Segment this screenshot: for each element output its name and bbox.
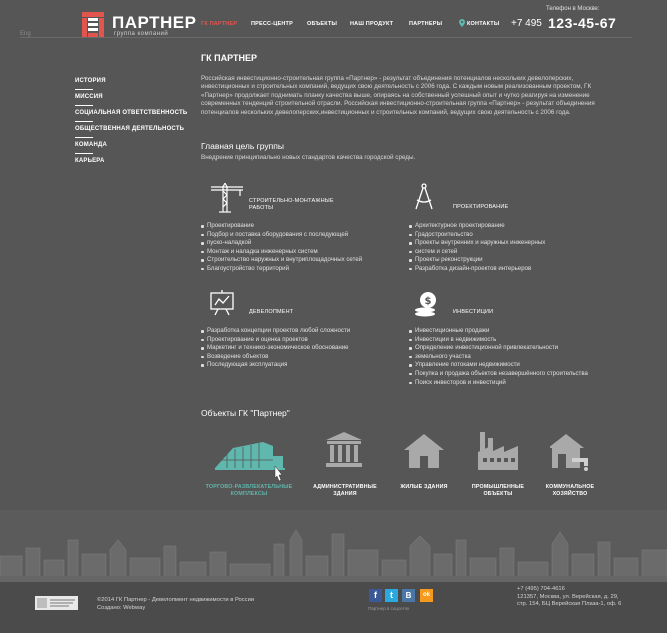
header-divider (20, 37, 632, 38)
nav-objects[interactable]: ОБЪЕКТЫ (307, 21, 338, 27)
section-title-development: ДЕВЕЛОПМЕНТ (249, 309, 294, 315)
logo-title[interactable]: ПАРТНЕР (112, 13, 197, 32)
list-item: Разработка дизайн-проектов интерьеров (409, 265, 545, 274)
list-item: Монтаж и наладка инженерных систем (201, 248, 362, 257)
list-item: Управление потоками недвижимости (409, 361, 588, 370)
list-item: Проектирование и оценка проектов (201, 336, 350, 345)
coins-icon (413, 291, 441, 317)
phone-code: +7 495 (511, 18, 542, 29)
page-title: ГК ПАРТНЕР (201, 53, 257, 63)
location-pin-icon (459, 19, 465, 27)
sidebar-divider (75, 105, 93, 106)
list-item: систем и сетей (409, 248, 545, 257)
phone-number[interactable]: 123-45-67 (548, 15, 617, 31)
odnoklassniki-icon[interactable]: ok (420, 589, 433, 602)
vkontakte-icon[interactable]: B (402, 589, 415, 602)
house-icon[interactable] (404, 434, 444, 468)
sidebar-divider (75, 121, 93, 122)
object-residential-label[interactable]: ЖИЛЫЕ ЗДАНИЯ (400, 484, 448, 490)
logo-subtitle: группа компаний (114, 31, 169, 37)
language-switch[interactable]: Eng (20, 31, 31, 37)
list-item: пуско-наладкой (201, 239, 362, 248)
list-item: Последующая эксплуатация (201, 361, 350, 370)
twitter-icon[interactable]: t (385, 589, 398, 602)
social-caption: Партнер в соцсетях (368, 606, 410, 611)
footer-copyright (97, 597, 254, 612)
sidebar-item-history[interactable]: ИСТОРИЯ (75, 78, 106, 84)
list-item: Поиск инвесторов и инвестиций (409, 379, 588, 388)
nav-contacts[interactable]: КОНТАКТЫ (467, 21, 500, 27)
list-item: Проекты внутренних и наружных инженерных (409, 239, 545, 248)
logo-icon[interactable] (82, 12, 104, 38)
list-item: Инвестиции в недвижимость (409, 336, 588, 345)
city-skyline-illustration (0, 510, 667, 582)
object-industrial-label[interactable]: ПРОМЫШЛЕННЫЕ ОБЪЕКТЫ (471, 484, 525, 497)
section-title-design: ПРОЕКТИРОВАНИЕ (453, 204, 509, 210)
design-list (409, 222, 545, 274)
administrative-building-icon[interactable] (325, 432, 363, 468)
section-title-construction: СТРОИТЕЛЬНО-МОНТАЖНЫЕ РАБОТЫ (249, 198, 334, 211)
nav-press-center[interactable]: ПРЕСС-ЦЕНТР (251, 21, 293, 27)
presentation-chart-icon (210, 290, 234, 316)
nav-gk-partner[interactable]: ГК ПАРТНЕР (201, 21, 238, 27)
list-item: Градостроительство (409, 231, 545, 240)
list-item: Возведение объектов (201, 353, 350, 362)
list-item: Инвестиционные продажи (409, 327, 588, 336)
intro-paragraph: Российская инвестиционно-строительная группа «Партнер» - результат объединения потенциалов нескольких девелоперских, инвестиционных и строительных компаний, ведущих свою деятельность с 2006 года. С каждым новым реализованным проектом, ГК «Партнер» продолжает поднимать планку качества выше, опираясь на собственный успешный опыт и чутко реагируя на изменение современных тенденций строительной отрасли. Российская инвестиционно-строительная группа «Партнер» - результат объединения потенциалов нескольких девелоперских,инвестиционных и строительных компаний, ведущих свою деятельность с 2006 года. (201, 75, 595, 116)
nav-our-product[interactable]: НАШ ПРОДУКТ (350, 21, 394, 27)
sidebar-item-public-activity[interactable]: ОБЩЕСТВЕННАЯ ДЕЯТЕЛЬНОСТЬ (75, 126, 185, 132)
object-mall-label[interactable]: ТОРГОВО-РАЗВЛЕКАТЕЛЬНЫЕ КОМПЛЕКСЫ (205, 484, 293, 497)
nav-partners[interactable]: ПАРТНЕРЫ (409, 21, 443, 27)
mall-building-icon[interactable] (213, 434, 289, 484)
factory-icon[interactable] (478, 432, 518, 470)
copyright-text: ©2014 ГК Партнер - Девелопмент недвижимости в России (97, 597, 255, 603)
sidebar-item-career[interactable]: КАРЬЕРА (75, 158, 105, 164)
phone-label: Телефон в Москве: (546, 6, 600, 12)
sidebar-divider (75, 89, 93, 90)
sidebar-item-team[interactable]: КОМАНДА (75, 142, 108, 148)
counter-badge-icon[interactable] (35, 596, 78, 610)
list-item: Проекты реконструкции (409, 256, 545, 265)
goal-heading: Главная цель группы (201, 141, 284, 151)
facebook-icon[interactable]: f (369, 589, 382, 602)
list-item: Архитектурное проектирование (409, 222, 545, 231)
list-item: Проектирование (201, 222, 362, 231)
object-utilities-label[interactable]: КОММУНАЛЬНОЕ ХОЗЯЙСТВО (545, 484, 595, 497)
list-item: Разработка концепции проектов любой сложности (201, 327, 350, 336)
svg-text:$: $ (424, 296, 432, 307)
development-list (201, 327, 350, 370)
footer-address-line: 121357, Москва, ул. Верейская, д. 29, (517, 593, 619, 600)
object-administrative-label[interactable]: АДМИНИСТРАТИВНЫЕ ЗДАНИЯ (313, 484, 377, 497)
created-by-text[interactable]: Создано: Webway (97, 604, 146, 611)
list-item: Маркетинг и технико-экономическое обоснование (201, 344, 350, 353)
goal-text: Внедрение принципиально новых стандартов качества городской среды. (201, 154, 416, 161)
utilities-house-icon[interactable] (550, 434, 592, 472)
section-title-investment: ИНВЕСТИЦИИ (453, 309, 494, 315)
sidebar-item-social-responsibility[interactable]: СОЦИАЛЬНАЯ ОТВЕТСТВЕННОСТЬ (75, 110, 188, 116)
sidebar-divider (75, 137, 93, 138)
compass-icon (413, 183, 435, 211)
construction-list (201, 222, 362, 274)
list-item: земельного участка (409, 353, 588, 362)
sidebar-divider (75, 153, 93, 154)
objects-heading: Объекты ГК "Партнер" (201, 408, 290, 418)
list-item: Благоустройство территорий (201, 265, 362, 274)
footer-phone[interactable]: +7 (495) 704-4616 (517, 586, 565, 592)
list-item: Подбор и поставка оборудования с последующей (201, 231, 362, 240)
footer-contacts (517, 586, 621, 609)
crane-icon (209, 183, 245, 213)
footer-address-line: стр. 154, БЦ Верейская Плаза-1, оф. 6 (517, 601, 622, 607)
investment-list (409, 327, 588, 387)
list-item: Строительство наружных и внутриплощадочных сетей (201, 256, 362, 265)
list-item: Покупка и продажа объектов незавершённого строительства (409, 370, 588, 379)
list-item: Определение инвестиционной привлекательности (409, 344, 588, 353)
sidebar-item-mission[interactable]: МИССИЯ (75, 94, 103, 100)
